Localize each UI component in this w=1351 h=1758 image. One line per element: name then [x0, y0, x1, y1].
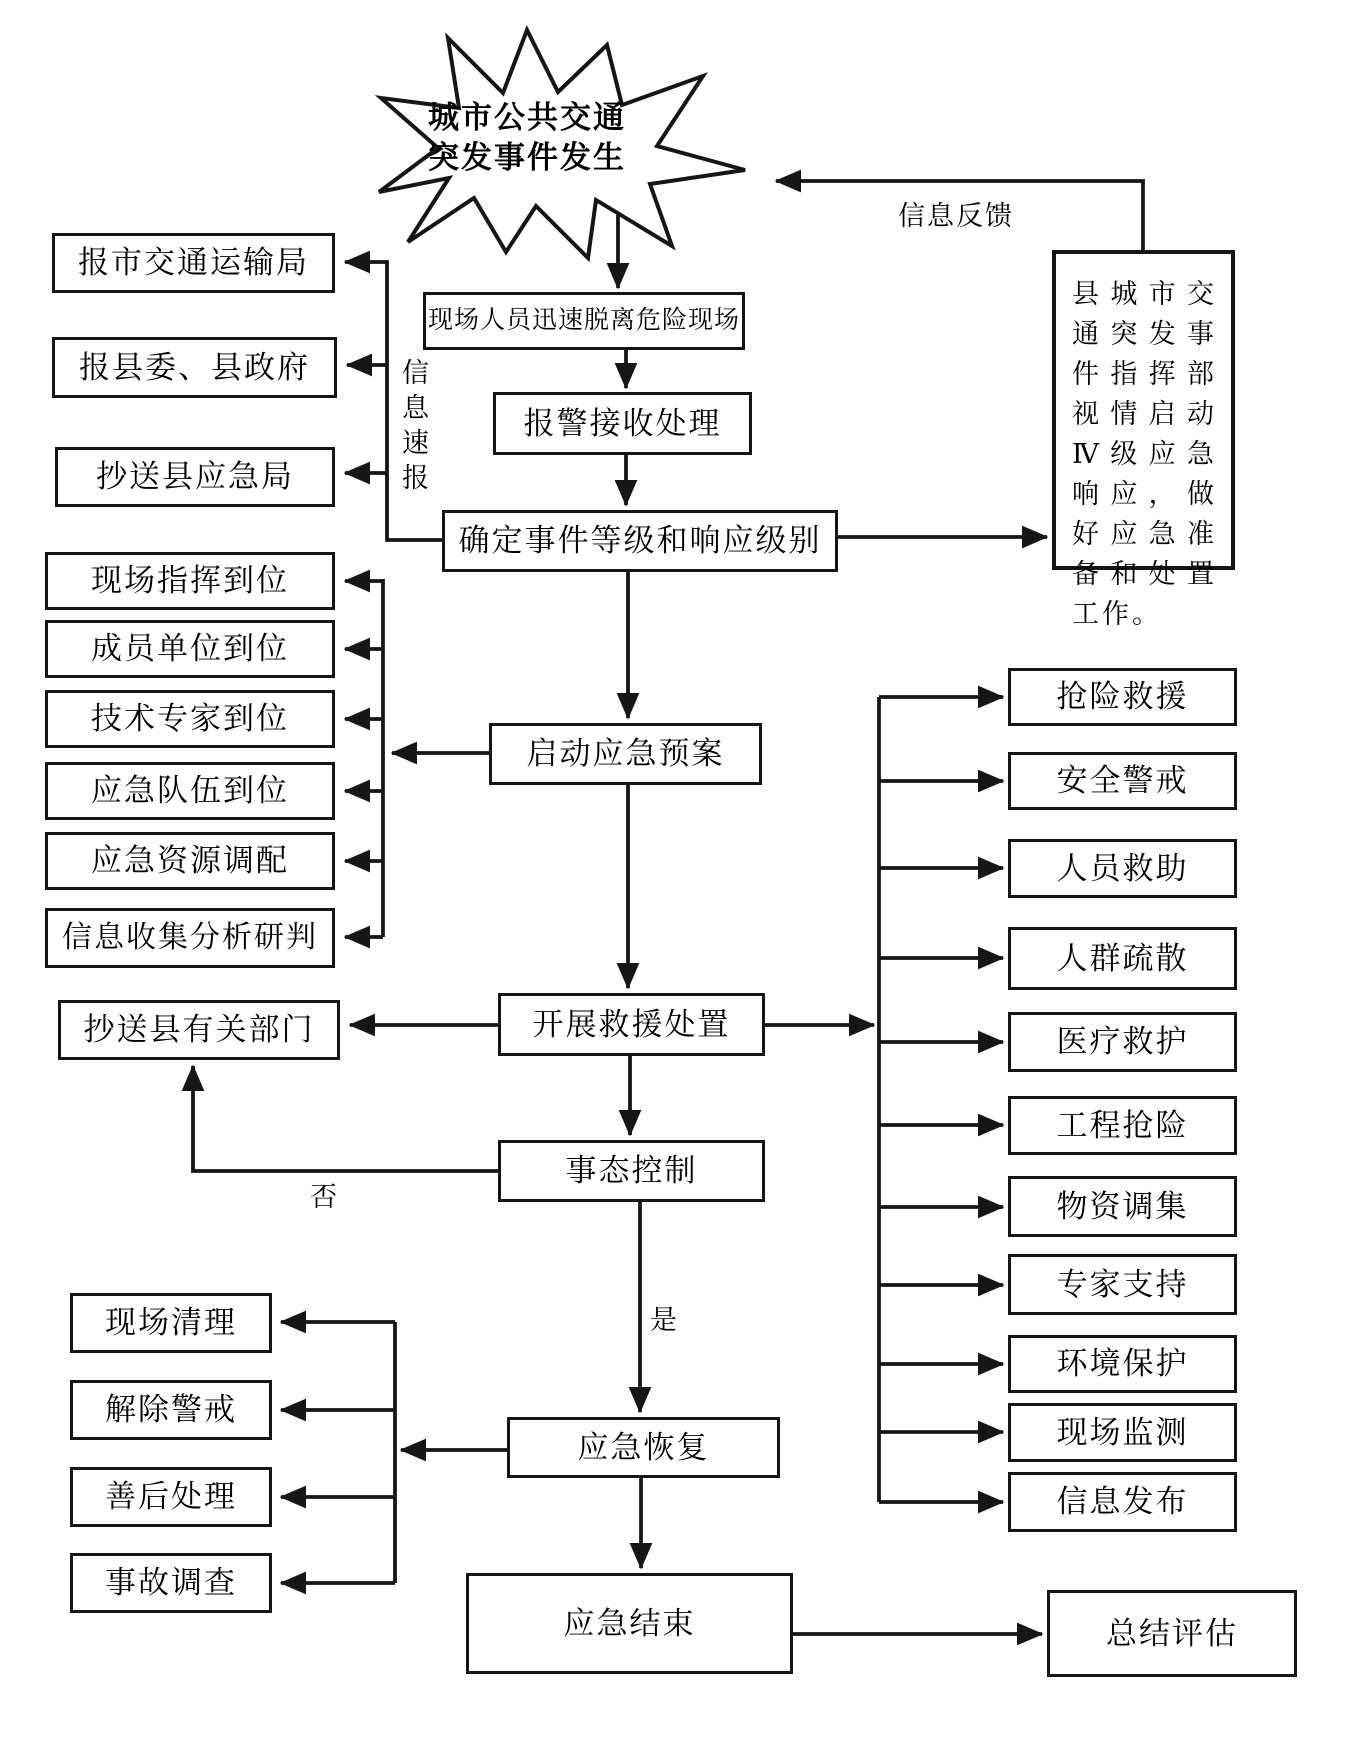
burst-line-2: 突发事件发生: [428, 140, 626, 175]
task-aftermath-handling: 善后处理: [70, 1467, 272, 1527]
node-emergency-end: 应急结束: [466, 1573, 793, 1674]
node-copy-county-emergency: 抄送县应急局: [55, 447, 335, 507]
task-emergency-rescue: 抢险救援: [1008, 668, 1237, 726]
node-resource-allocation: 应急资源调配: [45, 832, 335, 890]
task-expert-support: 专家支持: [1008, 1254, 1237, 1315]
label-info-report: 信息速报: [398, 358, 428, 498]
node-tech-experts-ready: 技术专家到位: [45, 690, 335, 748]
task-accident-investigation: 事故调查: [70, 1553, 272, 1613]
node-report-city-transport: 报市交通运输局: [52, 233, 335, 293]
node-emergency-teams-ready: 应急队伍到位: [45, 762, 335, 820]
task-personnel-rescue: 人员救助: [1008, 839, 1237, 898]
task-environmental-protection: 环境保护: [1008, 1335, 1237, 1393]
label-info-feedback: 信息反馈: [898, 201, 1014, 231]
node-command-post: 县城市交通突发事件指挥部视情启动Ⅳ级应急响应，做好应急准备和处置工作。: [1052, 250, 1235, 570]
node-situation-control: 事态控制: [498, 1140, 765, 1202]
task-scene-cleanup: 现场清理: [70, 1293, 272, 1353]
node-info-analysis: 信息收集分析研判: [45, 908, 335, 968]
task-material-collection: 物资调集: [1008, 1176, 1237, 1237]
task-security-cordon: 安全警戒: [1008, 752, 1237, 810]
node-emergency-recovery: 应急恢复: [507, 1417, 780, 1478]
task-engineering-rescue: 工程抢险: [1008, 1096, 1237, 1155]
burst-line-1: 城市公共交通: [428, 100, 626, 135]
node-evacuate: 现场人员迅速脱离危险现场: [423, 292, 745, 350]
node-onsite-command-ready: 现场指挥到位: [45, 552, 335, 610]
node-summary-evaluation: 总结评估: [1047, 1590, 1297, 1677]
label-yes: 是: [650, 1305, 679, 1335]
node-alarm-handling: 报警接收处理: [493, 392, 752, 455]
task-lift-cordon: 解除警戒: [70, 1380, 272, 1440]
task-info-release: 信息发布: [1008, 1472, 1237, 1532]
task-medical-aid: 医疗救护: [1008, 1012, 1237, 1072]
task-crowd-evacuation: 人群疏散: [1008, 927, 1237, 990]
node-rescue-disposal: 开展救援处置: [498, 993, 765, 1056]
node-determine-level: 确定事件等级和响应级别: [442, 510, 838, 572]
node-member-units-ready: 成员单位到位: [45, 620, 335, 678]
node-report-county-gov: 报县委、县政府: [52, 337, 337, 398]
label-no: 否: [310, 1182, 339, 1212]
task-site-monitoring: 现场监测: [1008, 1403, 1237, 1462]
node-burst: [408, 98, 646, 178]
node-launch-plan: 启动应急预案: [489, 723, 762, 785]
node-copy-county-departments: 抄送县有关部门: [58, 1000, 340, 1060]
